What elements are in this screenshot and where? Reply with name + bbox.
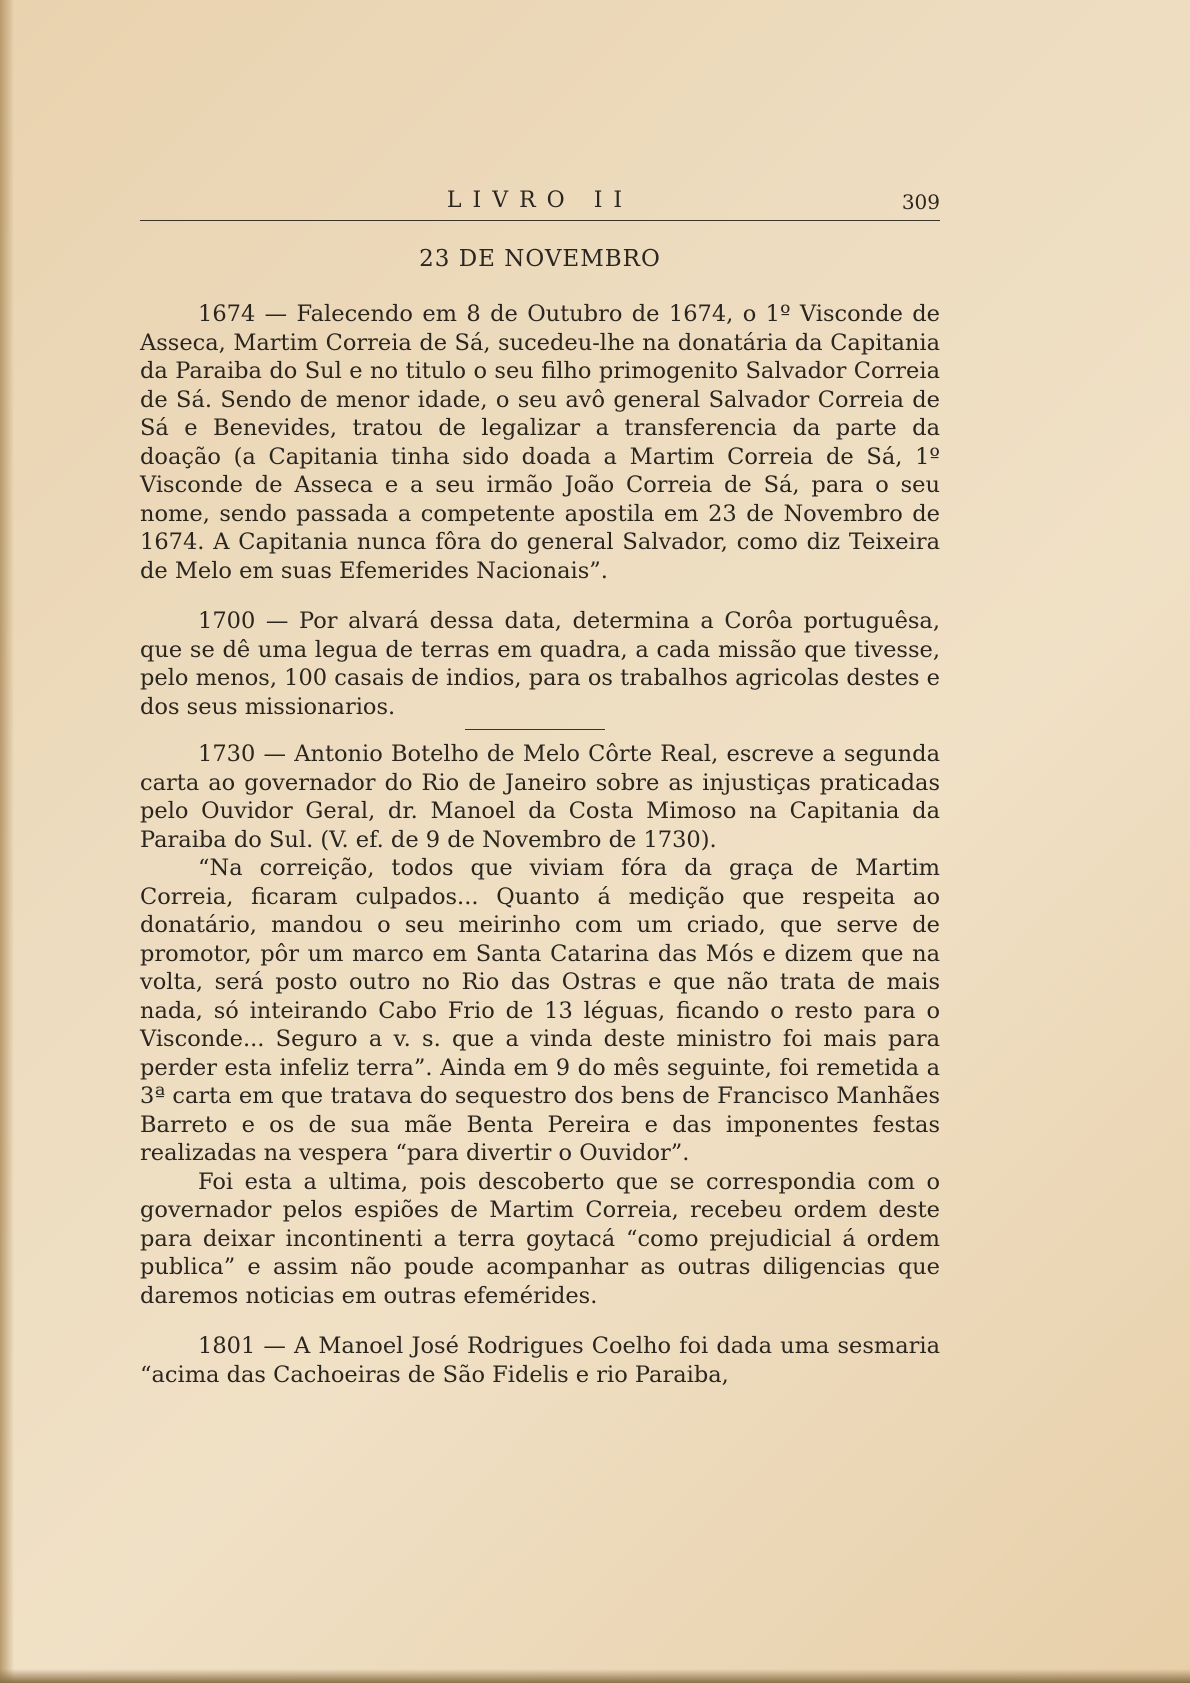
date-heading: 23 DE NOVEMBRO <box>419 246 661 272</box>
body-text <box>140 300 940 1411</box>
paragraph: 1674 — Falecendo em 8 de Outubro de 1674, o 1º Visconde de Asseca, Martim Correia de Sá, sucedeu-lhe na donatária da Capitania da Paraiba do Sul e no titulo o seu filho primogenito Salvador Correia de Sá. Sendo de menor idade, o seu avô general Salvador Correia de Sá e Benevides, tratou de legalizar a transferencia da parte da doação (a Capitania tinha sido doada a Martim Correia de Sá, 1º Visconde de Asseca e a seu irmão João Correia de Sá, para o seu nome, sendo passada a competente apostila em 23 de Novembro de 1674. A Capitania nunca fôra do general Salvador, como diz Teixeira de Melo em suas Efemerides Nacionais”. <box>140 301 940 584</box>
entry-1700 <box>140 607 940 721</box>
page-header <box>140 188 940 224</box>
paragraph: Foi esta a ultima, pois descoberto que se correspondia com o governador pelos espiões de Martim Correia, recebeu ordem deste para deixar incontinenti a terra goytacá “como prejudicial á ordem publica” e assim não poude acompanhar as outras diligencias que daremos noticias em outras efemérides. <box>140 1168 940 1309</box>
section-divider <box>465 729 605 730</box>
entry-1801 <box>140 1332 940 1389</box>
paragraph: 1700 — Por alvará dessa data, determina a Corôa portuguêsa, que se dê uma legua de terras em quadra, a cada missão que tivesse, pelo menos, 100 casais de indios, para os trabalhos agricolas destes e dos seus missionarios. <box>140 608 940 720</box>
header-rule <box>140 220 940 221</box>
paragraph: 1730 — Antonio Botelho de Melo Côrte Real, escreve a segunda carta ao governador do Rio de Janeiro sobre as injustiças praticadas pelo Ouvidor Geral, dr. Manoel da Costa Mimoso na Capitania da Paraiba do Sul. (V. ef. de 9 de Novembro de 1730). <box>140 741 940 853</box>
entry-1674 <box>140 300 940 585</box>
entry-1730 <box>140 740 940 1310</box>
page-number: 309 <box>901 190 940 214</box>
running-title: LIVRO II <box>446 188 634 213</box>
page-bottom-shadow <box>0 1669 1190 1683</box>
page-edge-shadow <box>0 0 14 1683</box>
paragraph: “Na correição, todos que viviam fóra da graça de Martim Correia, ficaram culpados... Quanto á medição que respeita ao donatário, mandou o seu meirinho com um criado, que serve de promotor, pôr um marco em Santa Catarina das Mós e dizem que na volta, será posto outro no Rio das Ostras e que não trata de mais nada, só inteirando Cabo Frio de 13 léguas, ficando o resto para o Visconde... Seguro a v. s. que a vinda deste ministro foi mais para perder esta infeliz terra”. Ainda em 9 do mês seguinte, foi remetida a 3ª carta em que tratava do sequestro dos bens de Francisco Manhães Barreto e os de sua mãe Benta Pereira e das imponentes festas realizadas na vespera “para divertir o Ouvidor”. <box>140 855 940 1166</box>
paragraph: 1801 — A Manoel José Rodrigues Coelho foi dada uma sesmaria “acima das Cachoeiras de São Fidelis e rio Paraiba, <box>140 1333 940 1388</box>
